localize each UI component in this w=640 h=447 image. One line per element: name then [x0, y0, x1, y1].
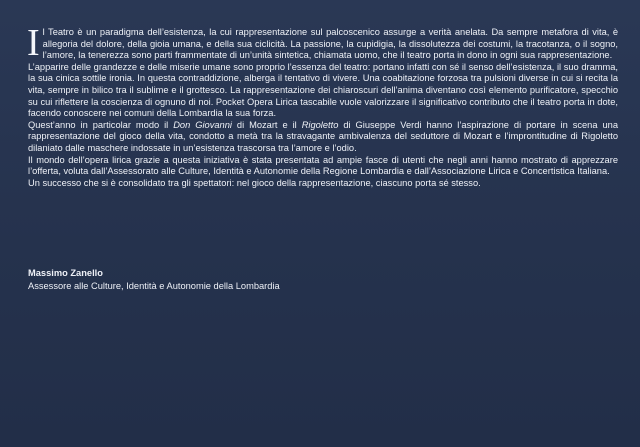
author-name: Massimo Zanello	[28, 268, 103, 278]
paragraph-3-part-2: di Mozart e il	[231, 119, 302, 130]
paragraph-2: L’apparire delle grandezze e delle miserie umane sono proprio l’essenza del teatro: portano infatti con sé il senso dell’esistenza, il suo dramma, la sua cinica sottile ironia. In questa contraddizione, alberga il tentativo di vivere. Una coabitazione forzosa tra pulsioni diverse in cui si recita la vita, sempre in bilico tra il sublime e il grottesco. La rappresentazione dei chiaroscuri dell’anima diventano così elemento purificatore, specchio su cui riflettere la coscienza di ognuno di noi. Pocket Opera Lirica tascabile vuole valorizzare il significativo contributo che il teatro porta in dote, facendo conoscere nei comuni della Lombardia la sua forza.	[28, 61, 618, 119]
paragraph-3	[28, 120, 618, 155]
opera-title-don-giovanni: Don Giovanni	[173, 119, 232, 130]
drop-cap: I	[27, 22, 40, 64]
paragraph-3-part-3: di Giuseppe Verdi hanno l’aspirazione di portare in scena una rappresentazione del gioco della vita, condotto a metà tra la stravagante ambivalenza del seduttore di Mozart e l’improntitudine di Rigoletto dilaniato dalle maschere indossate in un’esistenza trascorsa tra l’amore e l’odio.	[28, 119, 618, 153]
opera-title-rigoletto: Rigoletto	[301, 119, 339, 130]
author-role: Assessore alle Culture, Identità e Autonomie della Lombardia	[28, 281, 280, 291]
paragraph-1	[27, 22, 618, 64]
paragraph-5: Un successo che si è consolidato tra gli spettatori: nel gioco della rappresentazione, ciascuno porta sé stesso.	[28, 177, 481, 188]
paragraph-1-text: l Teatro è un paradigma dell’esistenza, la cui rappresentazione sul palcoscenico assurge a verità anelata. Da sempre metafora di vita, è allegoria del dolore, della gioia umana, e della sua ciclicità. La passione, la cupidigia, la dissolutezza dei costumi, la tracotanza, o il sogno, l’amore, la tenerezza sono parti frammentate di un’unità sintetica, chiamata uomo, che il teatro porta in dono in ogni sua rappresentazione.	[42, 27, 618, 61]
paragraph-3-part-1: Quest’anno in particolar modo il	[28, 119, 174, 130]
signature-block	[28, 267, 618, 292]
body-text	[27, 22, 618, 189]
paragraph-4: Il mondo dell’opera lirica grazie a questa iniziativa è stata presentata ad ampie fasce di utenti che negli anni hanno mostrato di apprezzare l’offerta, voluta dall’Assessorato alle Culture, Identità e Autonomie della Regione Lombardia e dall’Associazione Lirica e Concertistica Italiana.	[28, 154, 618, 177]
